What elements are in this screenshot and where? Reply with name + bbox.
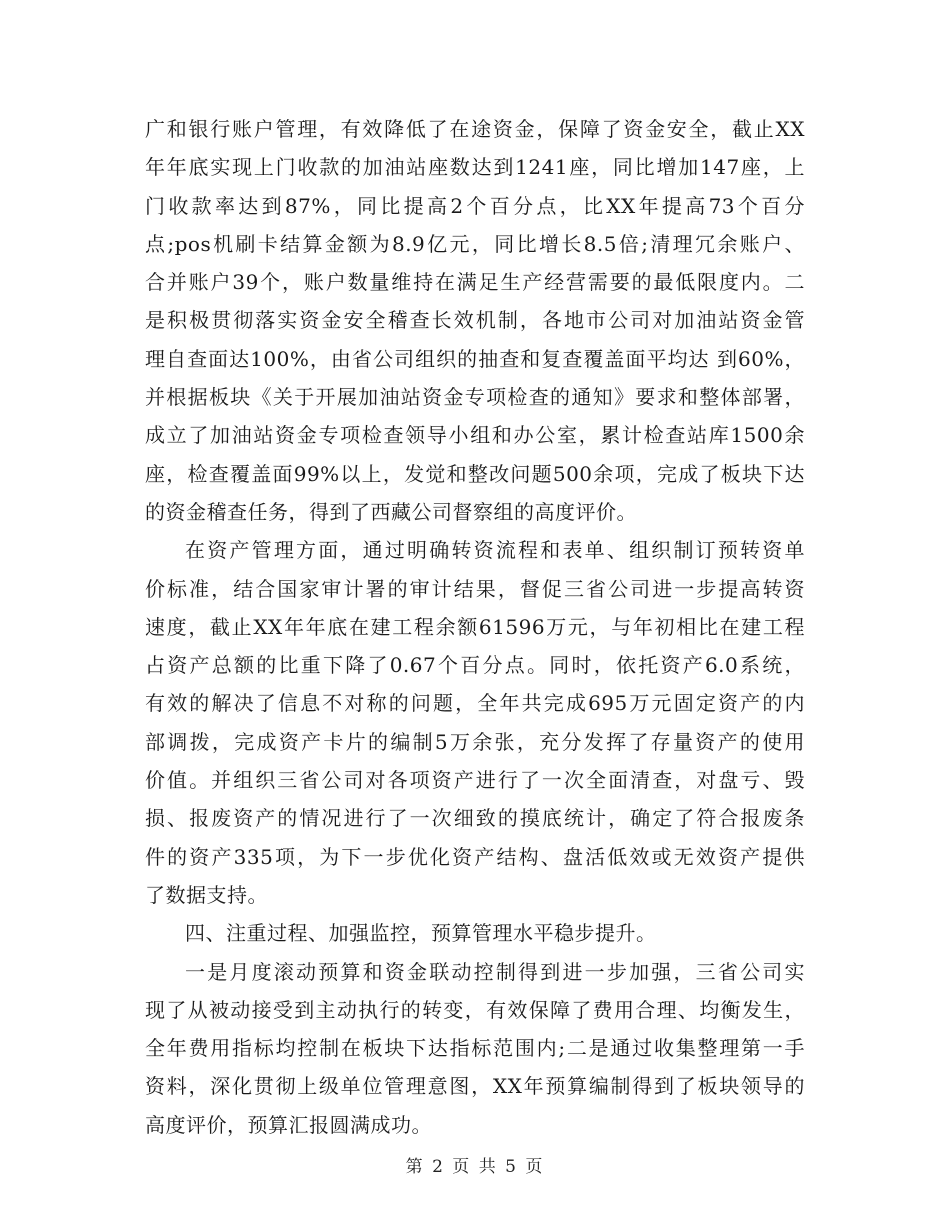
text-line: 年年底实现上门收款的加油站座数达到1241座，同比增加147座，上 — [145, 155, 805, 180]
text-line: 门收款率达到87%，同比提高2个百分点，比XX年提高73个百分 — [145, 193, 805, 218]
text-line: 资料，深化贯彻上级单位管理意图，XX年预算编制得到了板块领导的 — [145, 1074, 805, 1099]
text-line: 速度，截止XX年年底在建工程余额61596万元，与年初相比在建工程 — [145, 614, 805, 639]
text-line: 损、报废资产的情况进行了一次细致的摸底统计，确定了符合报废条 — [145, 806, 805, 831]
text-line: 一是月度滚动预算和资金联动控制得到进一步加强，三省公司实 — [185, 959, 805, 984]
text-line: 座，检查覆盖面99%以上，发觉和整改问题500余项，完成了板块下达 — [145, 461, 805, 486]
page-footer: 第 2 页 共 5 页 — [405, 1157, 545, 1177]
text-line: 高度评价，预算汇报圆满成功。 — [145, 1112, 432, 1137]
text-line: 点;pos机刷卡结算金额为8.9亿元，同比增长8.5倍;清理冗余账户、 — [145, 231, 805, 256]
text-line: 成立了加油站资金专项检查领导小组和办公室，累计检查站库1500余 — [145, 423, 805, 448]
paragraph — [145, 531, 805, 914]
text-line: 全年费用指标均控制在板块下达指标范围内;二是通过收集整理第一手 — [145, 1036, 805, 1061]
text-line: 理自查面达100%，由省公司组织的抽查和复查覆盖面平均达 到60%， — [145, 346, 805, 371]
text-line: 占资产总额的比重下降了0.67个百分点。同时，依托资产6.0系统， — [145, 653, 805, 678]
text-line: 合并账户39个，账户数量维持在满足生产经营需要的最低限度内。二 — [145, 270, 805, 295]
text-line: 价值。并组织三省公司对各项资产进行了一次全面清查，对盘亏、毁 — [145, 768, 805, 793]
text-line: 件的资产335项，为下一步优化资产结构、盘活低效或无效资产提供 — [145, 844, 805, 869]
paragraph — [145, 914, 805, 952]
document-body — [145, 110, 805, 1144]
text-line: 广和银行账户管理，有效降低了在途资金，保障了资金安全，截止XX — [145, 117, 805, 141]
paragraph — [145, 110, 805, 531]
text-line: 现了从被动接受到主动执行的转变，有效保障了费用合理、均衡发生， — [145, 997, 805, 1022]
text-line: 是积极贯彻落实资金安全稽查长效机制，各地市公司对加油站资金管 — [145, 308, 805, 333]
text-line: 在资产管理方面，通过明确转资流程和表单、组织制订预转资单 — [185, 538, 805, 563]
text-line: 的资金稽查任务，得到了西藏公司督察组的高度评价。 — [145, 499, 637, 524]
text-line: 了数据支持。 — [145, 882, 268, 907]
text-line: 部调拨，完成资产卡片的编制5万余张，充分发挥了存量资产的使用 — [145, 729, 805, 754]
text-line: 并根据板块《关于开展加油站资金专项检查的通知》要求和整体部署， — [145, 385, 805, 410]
text-line: 有效的解决了信息不对称的问题，全年共完成695万元固定资产的内 — [145, 691, 805, 716]
text-line: 四、注重过程、加强监控，预算管理水平稳步提升。 — [185, 921, 657, 946]
paragraph — [145, 953, 805, 1144]
text-line: 价标准，结合国家审计署的审计结果，督促三省公司进一步提高转资 — [145, 576, 805, 601]
